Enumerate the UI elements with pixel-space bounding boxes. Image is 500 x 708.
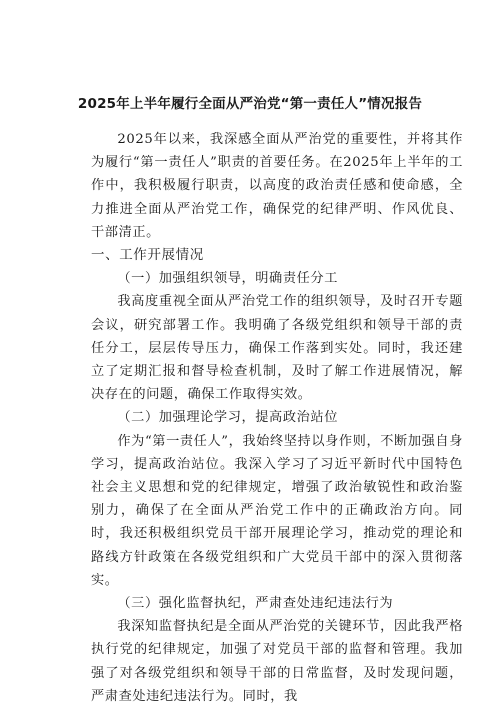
subsection-heading-2: （二）加强理论学习，提高政治站位: [117, 410, 338, 426]
subsection-paragraph-3: 我深知监督执纪是全面从严治党的关键环节，因此我严格执行党的纪律规定，加强了对党员干部的监督和管理。我加强了对各级党组织和领导干部的日常监督，及时发现问题，严肃查处违纪违法行为。同时，我: [91, 619, 463, 704]
subsection-heading-1: （一）加强组织领导，明确责任分工: [117, 271, 338, 287]
document-body: [91, 128, 463, 708]
subsection-paragraph-2: 作为“第一责任人”，我始终坚持以身作则，不断加强自身学习，提高政治站位。我深入学习了习近平新时代中国特色社会主义思想和党的纪律规定，增强了政治敏锐性和政治鉴别力，确保了在全面从严治党工作中的正确政治方向。同时，我还积极组织党员干部开展理论学习，推动党的理论和路线方针政策在各级党组织和广大党员干部中的深入贯彻落实。: [91, 433, 463, 588]
intro-paragraph: 2025年以来，我深感全面从严治党的重要性，并将其作为履行“第一责任人”职责的首要任务。在2025年上半年的工作中，我积极履行职责，以高度的政治责任感和使命感，全力推进全面从严治党工作，确保党的纪律严明、作风优良、干部清正。: [91, 132, 463, 240]
subsection-paragraph-1: 我高度重视全面从严治党工作的组织领导，及时召开专题会议，研究部署工作。我明确了各级党组织和领导干部的责任分工，层层传导压力，确保工作落到实处。同时，我还建立了定期汇报和督导检查机制，及时了解工作进展情况，解决存在的问题，确保工作取得实效。: [91, 294, 463, 403]
subsection-heading-3: （三）强化监督执纪，严肃查处违纪违法行为: [117, 596, 394, 612]
section-heading-work: 一、工作开展情况: [91, 247, 204, 264]
document-title: 2025年上半年履行全面从严治党“第一责任人”情况报告: [77, 96, 423, 112]
